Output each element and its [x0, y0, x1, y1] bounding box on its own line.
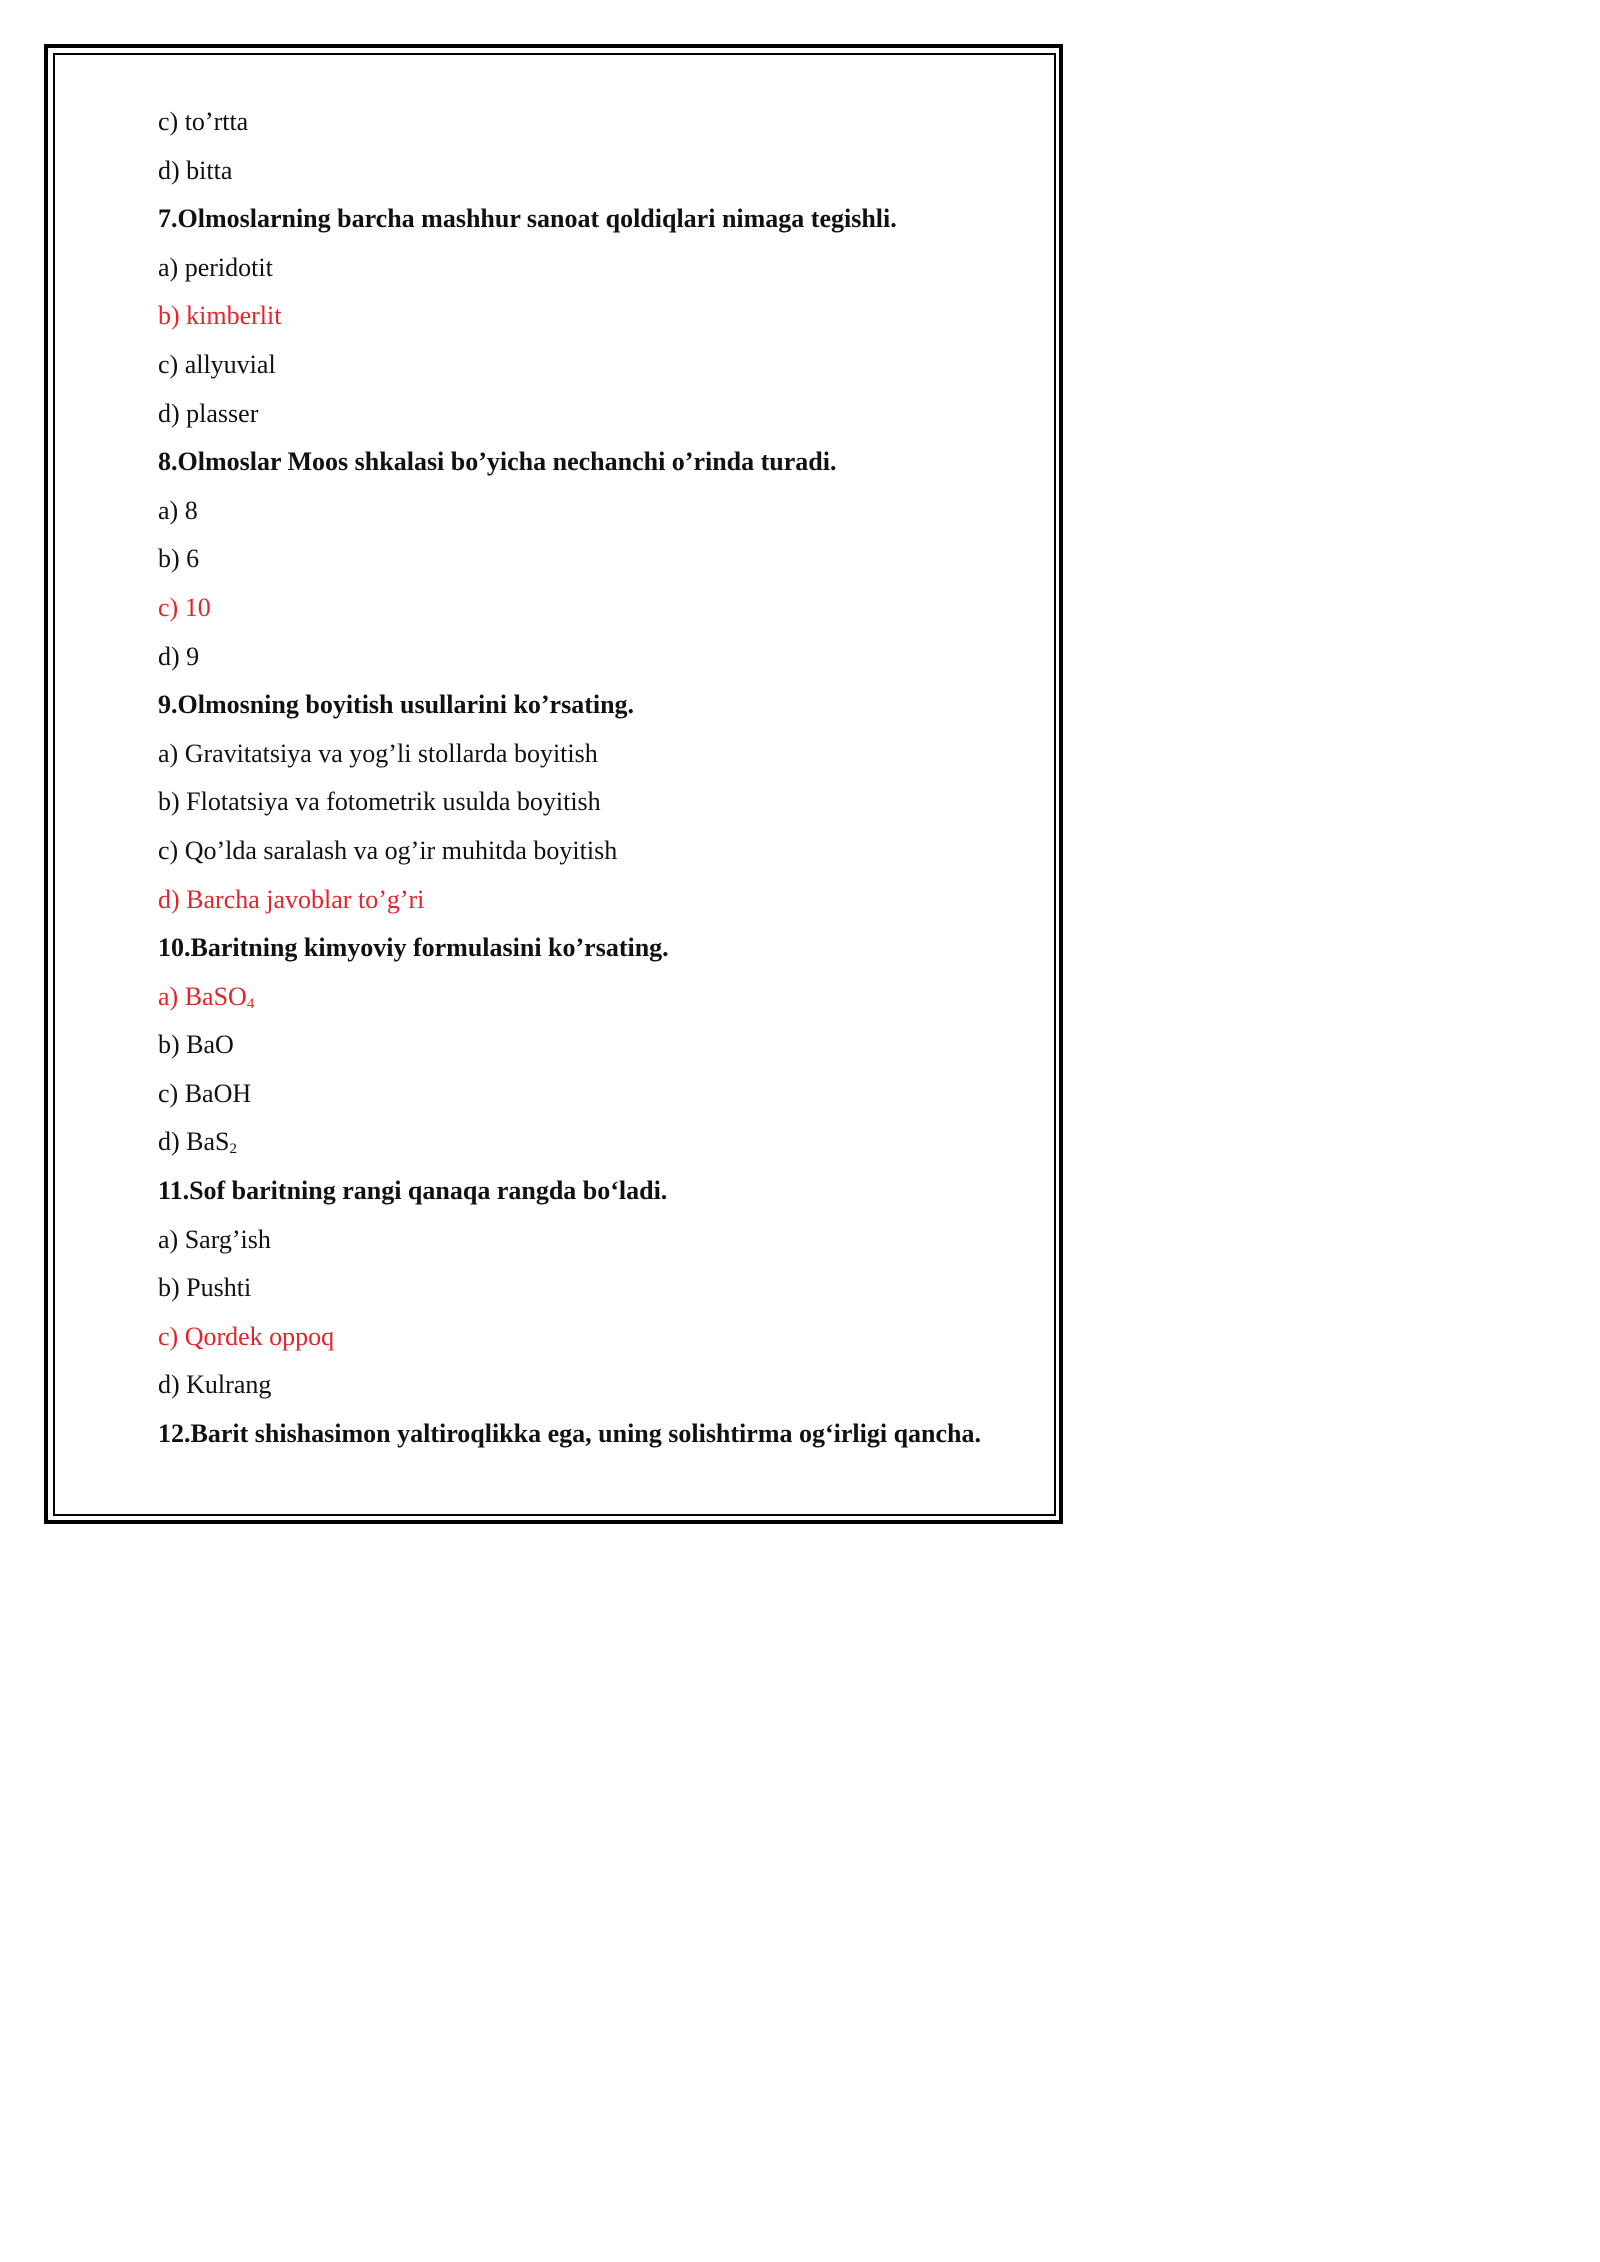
line-text: a) Gravitatsiya va yog’li stollarda boyitish: [158, 738, 598, 768]
line-text: c) 10: [158, 592, 211, 622]
line-text: 8.Olmoslar Moos shkalasi bo’yicha nechanchi o’rinda turadi.: [158, 447, 837, 477]
line-text: a) BaSO: [158, 981, 247, 1011]
answer-option: [158, 342, 1038, 391]
line-text: c) BaOH: [158, 1078, 252, 1108]
line-text: c) Qordek oppoq: [158, 1321, 335, 1351]
line-text: a) peridotit: [158, 252, 273, 282]
line-text: d) Kulrang: [158, 1370, 272, 1400]
answer-option: [158, 1022, 1038, 1071]
line-text: a) Sarg’ish: [158, 1224, 271, 1254]
answer-option: [158, 1071, 1038, 1120]
line-text: 7.Olmoslarning barcha mashhur sanoat qoldiqlari nimaga tegishli.: [158, 204, 897, 234]
answer-option: [158, 828, 1038, 877]
answer-option-correct: [158, 585, 1038, 634]
subscript: 2: [229, 1141, 237, 1158]
line-text: 10.Baritning kimyoviy formulasini ko’rsating.: [158, 933, 669, 963]
answer-option: [158, 148, 1038, 197]
answer-option: [158, 779, 1038, 828]
answer-option: [158, 391, 1038, 440]
subscript: 4: [246, 995, 255, 1012]
line-text: 9.Olmosning boyitish usullarini ko’rsating.: [158, 690, 635, 720]
line-text: b) BaO: [158, 1030, 234, 1060]
answer-option-correct: [158, 293, 1038, 342]
line-text: d) bitta: [158, 155, 233, 185]
line-text: b) Pushti: [158, 1273, 252, 1303]
question-text: [158, 682, 1038, 731]
line-text: d) 9: [158, 641, 200, 671]
question-text: [158, 925, 1038, 974]
question-text: [158, 196, 1038, 245]
line-text: c) to’rtta: [158, 107, 249, 136]
line-text: d) BaS: [158, 1127, 230, 1157]
answer-option: [158, 488, 1038, 537]
line-text: d) Barcha javoblar to’g’ri: [158, 884, 425, 914]
answer-option: [158, 1362, 1038, 1411]
answer-option: [158, 536, 1038, 585]
answer-option: [158, 1119, 1038, 1168]
answer-option-correct: [158, 877, 1038, 926]
line-text: a) 8: [158, 495, 198, 525]
question-text: [158, 1168, 1038, 1217]
line-text: c) allyuvial: [158, 349, 276, 379]
answer-option: [158, 1217, 1038, 1266]
answer-option-correct: [158, 1314, 1038, 1363]
line-text: d) plasser: [158, 398, 259, 428]
answer-option: [158, 634, 1038, 683]
quiz-content: [158, 99, 1038, 1460]
answer-option-correct: [158, 974, 1038, 1023]
question-text: [158, 1411, 1038, 1460]
line-text: b) Flotatsiya va fotometrik usulda boyitish: [158, 787, 601, 817]
question-text: [158, 439, 1038, 488]
line-text: c) Qo’lda saralash va og’ir muhitda boyitish: [158, 835, 618, 865]
line-text: 12.Barit shishasimon yaltiroqlikka ega, uning solishtirma og‘irligi qancha.: [158, 1419, 981, 1449]
line-text: b) kimberlit: [158, 301, 282, 331]
answer-option: [158, 731, 1038, 780]
answer-option: [158, 245, 1038, 294]
answer-option: [158, 99, 1038, 148]
line-text: 11.Sof baritning rangi qanaqa rangda bo‘ladi.: [158, 1176, 668, 1206]
line-text: b) 6: [158, 544, 200, 574]
answer-option: [158, 1265, 1038, 1314]
